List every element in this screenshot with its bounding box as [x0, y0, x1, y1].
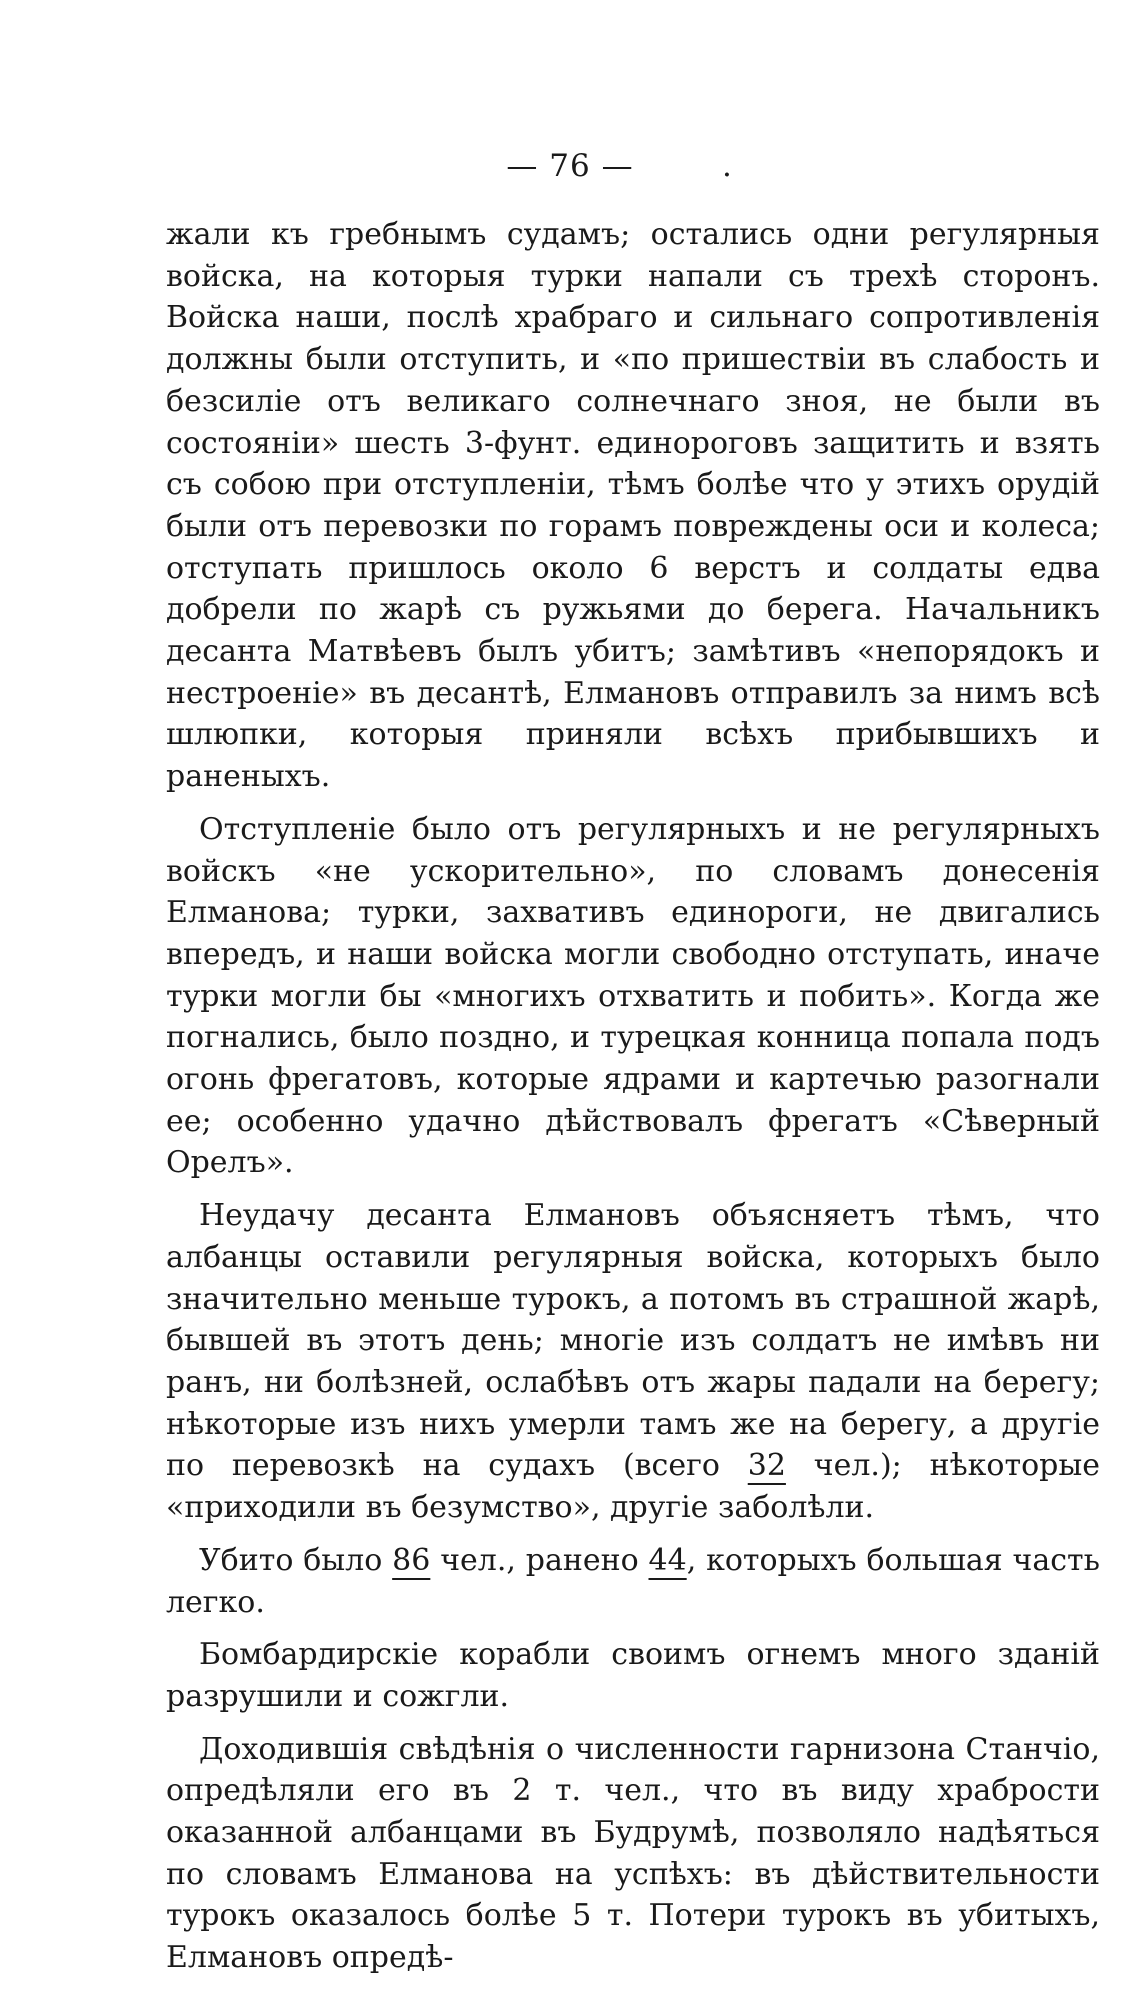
paragraph-6: Доходившія свѣдѣнія о численности гарнизона Станчіо, опредѣляли его въ 2 т. чел., что въ виду храбрости оказанной албанцами въ Будрумѣ, позволяло надѣяться по словамъ Елманова на успѣхъ: въ дѣйствительности турокъ оказалось болѣе 5 т. Потери турокъ въ убитыхъ, Елмановъ опредѣ- — [166, 1731, 1100, 1976]
paragraph-4-text-middle: чел., ранено — [430, 1542, 649, 1578]
paragraph-5: Бомбардирскіе корабли своимъ огнемъ много зданій разрушили и сожгли. — [166, 1637, 1100, 1714]
paragraph-4 — [166, 1540, 1100, 1623]
paragraph-3 — [166, 1195, 1100, 1529]
body-text — [166, 214, 1100, 1990]
page-number-text: — 76 — — [506, 148, 634, 184]
paragraph-3-text-before: Неудачу десанта Елмановъ объясняетъ тѣмъ, что албанцы оставили регулярныя войска, которыхъ было значительно меньше турокъ, а потомъ въ страшной жарѣ, бывшей въ этотъ день; многіе изъ солдатъ не имѣвъ ни ранъ, ни болѣзней, ослабѣвъ отъ жары падали на берегу; нѣкоторые изъ нихъ умерли тамъ же на берегу, а другіе по перевозкѣ на судахъ (всего — [166, 1198, 1100, 1484]
page-number — [0, 148, 1140, 184]
paragraph-4-text-before: Убито было — [199, 1542, 393, 1578]
paragraph-2: Отступленіе было отъ регулярныхъ и не регулярныхъ войскъ «не ускорительно», по словамъ донесенія Елманова; турки, захвативъ единороги, не двигались впередъ, и наши войска могли свободно отступать, иначе турки могли бы «многихъ отхватить и побить». Когда же погнались, было поздно, и турецкая конница попала подъ огонь фрегатовъ, которые ядрами и картечью разогнали ее; особенно удачно дѣйствовалъ фрегатъ «Сѣверный Орелъ». — [166, 811, 1100, 1181]
paragraph-1: жали къ гребнымъ судамъ; остались одни регулярныя войска, на которыя турки напали съ трехѣ сторонъ. Войска наши, послѣ храбраго и сильнаго сопротивленія должны были отступить, и «по пришествіи въ слабость и безсиліе отъ великаго солнечнаго зноя, не были въ состояніи» шесть 3-фунт. единороговъ защитить и взять съ собою при отступленіи, тѣмъ болѣе что у этихъ орудій были отъ перевозки по горамъ повреждены оси и колеса; отступать пришлось около 6 верстъ и солдаты едва добрели по жарѣ съ ружьями до берега. Начальникъ десанта Матвѣевъ былъ убитъ; замѣтивъ «непорядокъ и нестроеніе» въ десантѣ, Елмановъ отправилъ за нимъ всѣ шлюпки, которыя приняли всѣхъ прибывшихъ и раненыхъ. — [166, 217, 1100, 795]
underlined-number-86: 86 — [392, 1542, 431, 1578]
paragraph-4-text-after: , которыхъ большая часть легко. — [166, 1542, 1100, 1620]
underlined-number-32: 32 — [747, 1448, 786, 1484]
paragraph-3-text-after: чел.); нѣкоторые «приходили въ безумство», другіе заболѣли. — [166, 1448, 1100, 1526]
underlined-number-44: 44 — [648, 1542, 687, 1578]
stray-dot: . — [722, 148, 733, 184]
